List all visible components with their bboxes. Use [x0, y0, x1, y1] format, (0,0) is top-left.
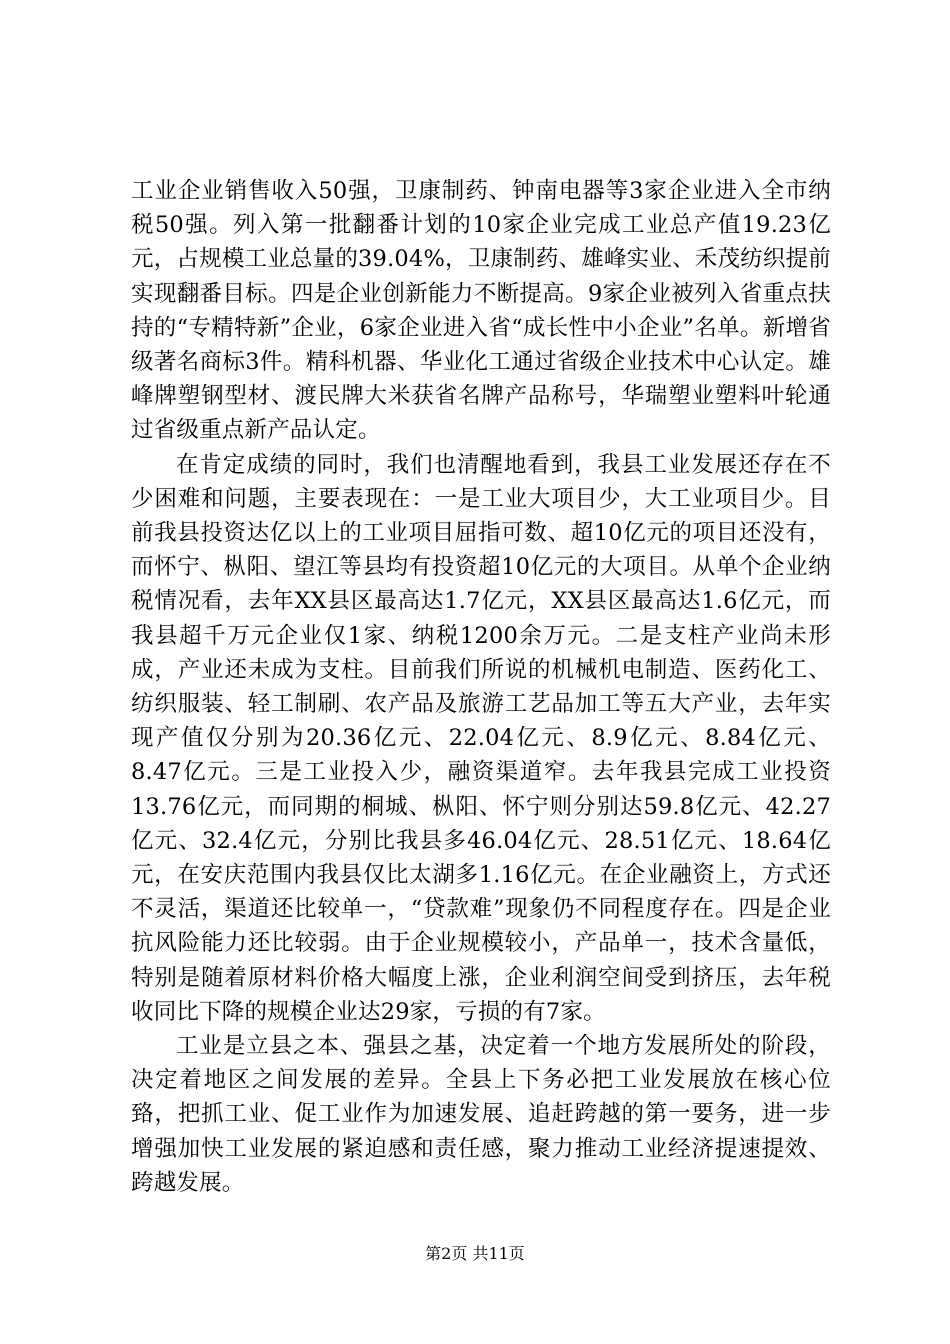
paragraph-conclusion: 工业是立县之本、强县之基，决定着一个地方发展所处的阶段，决定着地区之间发展的差异。全县上下务必把工业发展放在核心位臵，把抓工业、促工业作为加速发展、追赶跨越的第一要务，进一步增强加快工业发展的紧迫感和责任感，聚力推动工业经济提速提效、跨越发展。 — [131, 1033, 831, 1196]
paragraph-continued: 工业企业销售收入50强，卫康制药、钟南电器等3家企业进入全市纳税50强。列入第一批翻番计划的10家企业完成工业总产值19.23亿元，占规模工业总量的39.04%，卫康制药、雄峰实业、禾茂纺织提前实现翻番目标。四是企业创新能力不断提高。9家企业被列入省重点扶持的“专精特新”企业，6家企业进入省“成长性中小企业”名单。新增省级著名商标3件。精科机器、华业化工通过省级企业技术中心认定。雄峰牌塑钢型材、渡民牌大米获省名牌产品称号，华瑞塑业塑料叶轮通过省级重点新产品认定。 — [131, 178, 831, 444]
paragraph-problems: 在肯定成绩的同时，我们也清醒地看到，我县工业发展还存在不少困难和问题，主要表现在：一是工业大项目少，大工业项目少。目前我县投资达亿以上的工业项目屈指可数、超10亿元的项目还没有，而怀宁、枞阳、望江等县均有投资超10亿元的大项目。从单个企业纳税情况看，去年XX县区最高达1.7亿元，XX县区最高达1.6亿元，而我县超千万元企业仅1家、纳税1200余万元。二是支柱产业尚未形成，产业还未成为支柱。目前我们所说的机械机电制造、医药化工、纺织服装、轻工制刷、农产品及旅游工艺品加工等五大产业，去年实现产值仅分别为20.36亿元、22.04亿元、8.9亿元、8.84亿元、8.47亿元。三是工业投入少，融资渠道窄。去年我县完成工业投资13.76亿元，而同期的桐城、枞阳、怀宁则分别达59.8亿元、42.27亿元、32.4亿元，分别比我县多46.04亿元、28.51亿元、18.64亿元，在安庆范围内我县仅比太湖多1.16亿元。在企业融资上，方式还不灵活，渠道还比较单一，“贷款难”现象仍不同程度存在。四是企业抗风险能力还比较弱。由于企业规模较小，产品单一，技术含量低，特别是随着原材料价格大幅度上涨，企业利润空间受到挤压，去年税收同比下降的规模企业达29家，亏损的有7家。 — [131, 451, 831, 1025]
page-number-footer: 第2页 共11页 — [425, 1244, 525, 1263]
document-body — [131, 174, 831, 1200]
